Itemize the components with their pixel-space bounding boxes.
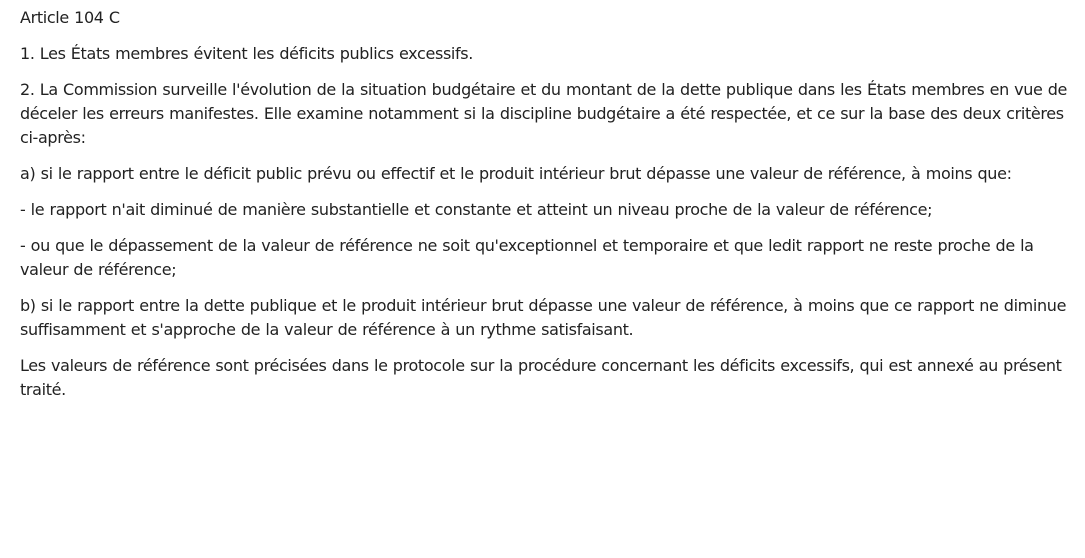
paragraph-a-dash-1: - le rapport n'ait diminué de manière substantielle et constante et atteint un niveau proche de la valeur de référence; xyxy=(20,200,933,219)
paragraph-2: 2. La Commission surveille l'évolution de la situation budgétaire et du montant de la dette publique dans les États membres en vue de déceler les erreurs manifestes. Elle examine notamment si la discipline budgétaire a été respectée, et ce sur la base des deux critères ci-après: xyxy=(20,80,1068,147)
document-body xyxy=(20,6,1082,414)
paragraph-b: b) si le rapport entre la dette publique et le produit intérieur brut dépasse une valeur de référence, à moins que ce rapport ne diminue suffisamment et s'approche de la valeur de référence à un rythme satisfaisant. xyxy=(20,296,1067,339)
paragraph-1: 1. Les États membres évitent les déficits publics excessifs. xyxy=(20,44,474,63)
paragraph-reference-values: Les valeurs de référence sont précisées dans le protocole sur la procédure concernant les déficits excessifs, qui est annexé au présent traité. xyxy=(20,356,1062,399)
paragraph-a-dash-2: - ou que le dépassement de la valeur de référence ne soit qu'exceptionnel et temporaire et que ledit rapport ne reste proche de la valeur de référence; xyxy=(20,236,1034,279)
article-title: Article 104 C xyxy=(20,8,120,27)
paragraph-a: a) si le rapport entre le déficit public prévu ou effectif et le produit intérieur brut dépasse une valeur de référence, à moins que: xyxy=(20,164,1012,183)
